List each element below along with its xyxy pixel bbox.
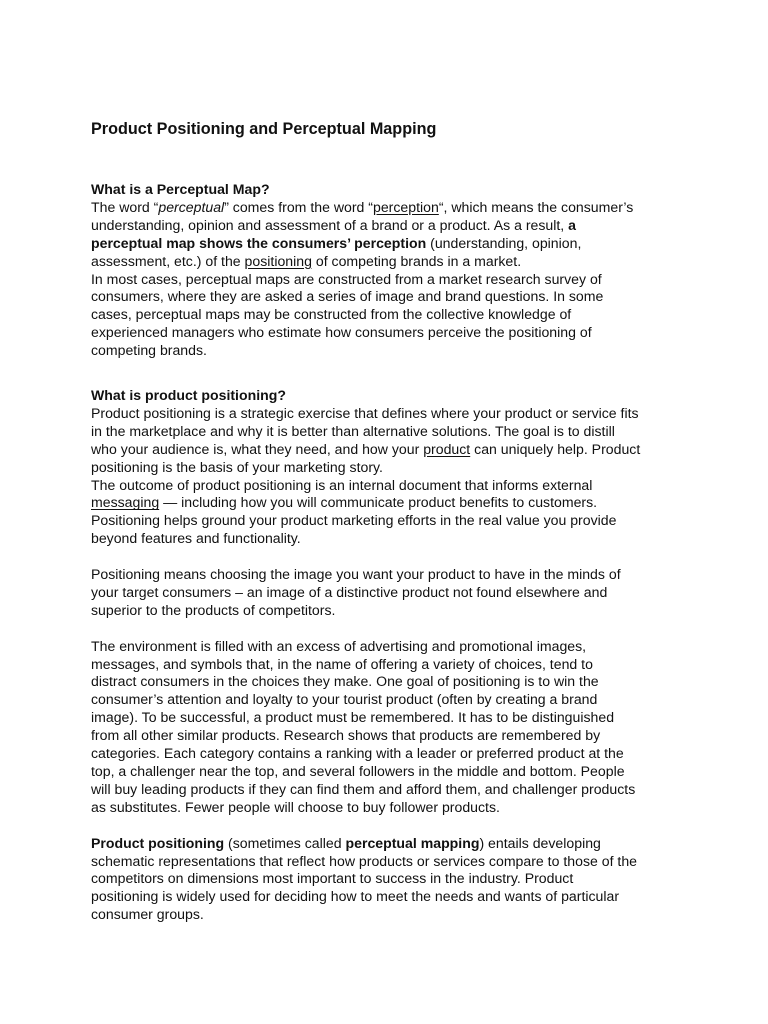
- text-run: can uniquely help. Product: [474, 440, 641, 457]
- text-line: competing brands.: [91, 342, 207, 359]
- text-line: in the marketplace and why it is better than alternative solutions. The goal is to distill: [91, 422, 615, 439]
- text-run: ) entails developing: [479, 834, 601, 851]
- text-line: your target consumers – an image of a distinctive product not found elsewhere and: [91, 583, 608, 600]
- paragraph: [91, 477, 681, 549]
- text-line: experienced managers who estimate how consumers perceive the positioning of: [91, 324, 592, 341]
- text-line: The outcome of product positioning is an internal document that informs external: [91, 476, 593, 493]
- text-run: of competing brands in a market.: [315, 252, 522, 269]
- text-line: In most cases, perceptual maps are constructed from a market research survey of: [91, 270, 602, 287]
- link-perception[interactable]: perception: [373, 198, 439, 215]
- text-line: competitors on dimensions most important to success in the industry. Product: [91, 870, 574, 887]
- italic-term-perceptual: perceptual: [158, 198, 225, 215]
- text-line: distract consumers in the choices they make. One goal of positioning is to win the: [91, 673, 599, 690]
- document-title: Product Positioning and Perceptual Mapping: [91, 120, 437, 138]
- link-messaging[interactable]: messaging: [91, 494, 160, 511]
- text-run: — including how you will communicate product benefits to customers.: [163, 494, 598, 511]
- bold-text: perceptual map shows the consumers’ perception: [91, 234, 427, 251]
- section-heading: What is product positioning?: [91, 387, 286, 403]
- text-line: messages, and symbols that, in the name of offering a variety of choices, tend to: [91, 655, 593, 672]
- paragraph: [91, 271, 681, 361]
- paragraph: [91, 638, 681, 817]
- text-run: (understanding, opinion,: [430, 234, 582, 251]
- text-line: consumer groups.: [91, 906, 204, 923]
- text-line: [91, 835, 681, 853]
- text-run: (sometimes called: [228, 834, 342, 851]
- paragraph: [91, 405, 681, 477]
- text-line: [91, 441, 681, 459]
- text-run: “, which means the consumer’s: [438, 198, 634, 215]
- text-line: consumers, where they are asked a series of image and brand questions. In some: [91, 288, 604, 305]
- text-line: image). To be successful, a product must be remembered. It has to be distinguished: [91, 709, 615, 726]
- text-run: assessment, etc.) of the: [91, 252, 241, 269]
- paragraph: [91, 199, 681, 271]
- bold-text: perceptual mapping: [345, 834, 480, 851]
- link-positioning[interactable]: positioning: [244, 252, 312, 269]
- section-perceptual-map: [91, 181, 681, 360]
- text-run: ” comes from the word “: [224, 198, 373, 215]
- text-line: Positioning helps ground your product marketing efforts in the real value you provide: [91, 512, 617, 529]
- text-run: The word “: [91, 198, 159, 215]
- section-product-positioning: [91, 387, 681, 924]
- text-line: [91, 235, 681, 253]
- text-line: as substitutes. Fewer people will choose to buy follower products.: [91, 798, 500, 815]
- bold-text: a: [568, 216, 576, 233]
- text-line: [91, 494, 681, 512]
- section-heading: What is a Perceptual Map?: [91, 181, 270, 197]
- text-line: [91, 253, 681, 271]
- text-line: categories. Each category contains a ranking with a leader or preferred product at the: [91, 745, 624, 762]
- text-line: consumer’s attention and loyalty to your tourist product (often by creating a brand: [91, 691, 598, 708]
- text-line: positioning is the basis of your marketing story.: [91, 458, 383, 475]
- link-product[interactable]: product: [423, 440, 471, 457]
- text-line: beyond features and functionality.: [91, 530, 301, 547]
- text-line: Positioning means choosing the image you want your product to have in the minds of: [91, 566, 621, 583]
- text-run: who your audience is, what they need, and how your: [91, 440, 420, 457]
- text-line: The environment is filled with an excess of advertising and promotional images,: [91, 637, 587, 654]
- text-line: cases, perceptual maps may be constructed from the collective knowledge of: [91, 306, 572, 323]
- text-line: positioning is widely used for deciding how to meet the needs and wants of particular: [91, 888, 620, 905]
- text-line: top, a challenger near the top, and several followers in the middle and bottom. People: [91, 763, 625, 779]
- text-line: will buy leading products if they can find them and afford them, and challenger products: [91, 780, 636, 797]
- text-line: from all other similar products. Research shows that products are remembered by: [91, 727, 601, 744]
- text-line: superior to the products of competitors.: [91, 601, 336, 618]
- text-line: Product positioning is a strategic exercise that defines where your product or service fits: [91, 404, 639, 421]
- text-line: [91, 199, 681, 217]
- text-run: understanding, opinion and assessment of a brand or a product. As a result,: [91, 216, 565, 233]
- paragraph: [91, 566, 681, 620]
- paragraph: [91, 835, 681, 925]
- bold-text: Product positioning: [91, 834, 225, 851]
- text-line: [91, 217, 681, 235]
- text-line: schematic representations that reflect how products or services compare to those of the: [91, 852, 638, 869]
